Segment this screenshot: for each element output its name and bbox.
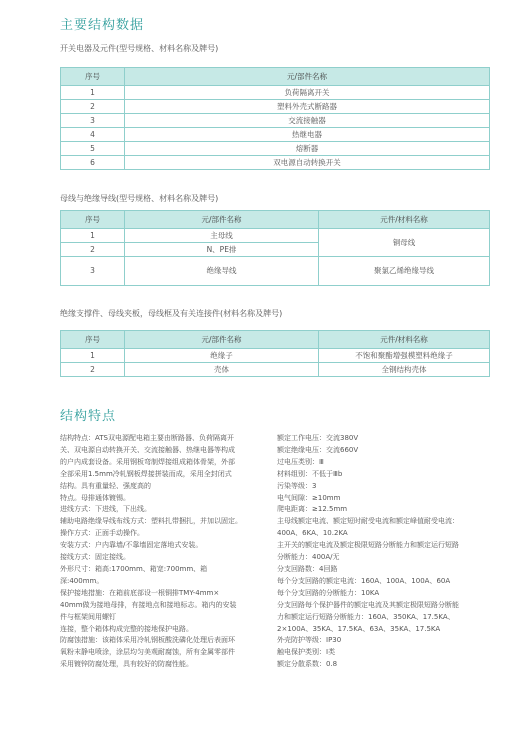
parameter-line: 每个分支回路的额定电流：160A、100A、100A、60A [277,576,451,585]
parameter-line: 400A、6KA、10.2KA [277,529,348,538]
row-number: 3 [61,257,125,286]
row-number: 2 [61,100,125,114]
row-number: 3 [61,114,125,128]
table2-header-name: 元/部件名称 [125,211,319,229]
table1-header-name: 元/部件名称 [125,68,490,86]
component-name: 绝缘子 [125,349,319,363]
table-row [61,363,490,377]
switchgear-table [60,67,490,170]
parameter-line: 分支回路数：4回路 [277,564,338,573]
row-number: 4 [61,128,125,142]
feature-line: 的户内成套设备。采用钢板弯制焊接组成箱体骨架，外部 [60,457,235,466]
table3-caption: 绝缘支撑件、母线夹板，母线框及有关连接件(材料名称及牌号) [60,309,283,318]
feature-line: 特点。母排通体镀锡。 [60,493,130,502]
feature-line: 保护接地措施：在箱前底部设一根铜排TMY-4mm× [60,588,220,597]
row-number: 6 [61,156,125,170]
table2-header-material: 元件/材料名称 [319,211,490,229]
section-title-structural-features: 结构特点 [60,409,117,424]
section-title-main-structure-data: 主要结构数据 [60,18,145,33]
parameter-line: 触电保护类别：Ⅰ类 [277,648,336,657]
feature-line: 关、双电源自动转换开关、交流接触器、热继电器等构成 [60,445,235,454]
feature-line: 接线方式：固定接线。 [60,553,130,562]
table1-caption: 开关电器及元件(型号规格、材料名称及牌号) [60,44,219,53]
parameter-line: 污染等级：3 [277,481,317,490]
feature-line: 40mm做为接地母排，有接地点和接地标志。箱内的安装 [60,600,237,609]
parameter-line: 电气间隙：≥10mm [277,493,341,502]
row-number: 1 [61,86,125,100]
table3-header-material: 元件/材料名称 [319,331,490,349]
feature-line: 进线方式：下进线，下出线。 [60,505,151,514]
component-name: 交流接触器 [125,114,490,128]
row-number: 5 [61,142,125,156]
row-number: 1 [61,349,125,363]
parameter-line: 爬电距离：≥12.5mm [277,505,348,514]
table1-header-no: 序号 [61,68,125,86]
parameter-line: 额定分散系数：0.8 [277,660,338,669]
table-row [61,257,490,286]
table-row [61,349,490,363]
structural-features-text [60,433,272,671]
feature-line: 氧粉末静电喷涂，涂层均匀美观耐腐蚀，所有金属零部件 [60,648,235,657]
component-name: 双电源自动转换开关 [125,156,490,170]
parameter-line: 力和额定运行短路分断能力：160A、350KA、17.5KA、 [277,612,455,621]
material-name: 铜母线 [319,229,490,257]
row-number: 2 [61,363,125,377]
feature-line: 安装方式：户内靠墙/不靠墙固定落地式安装。 [60,541,203,550]
table-row [61,100,490,114]
feature-line: 全部采用1.5mm冷轧钢板焊接拼装而成，采用全封闭式 [60,469,232,478]
parameter-line: 额定绝缘电压：交流660V [277,445,359,454]
table3-header-no: 序号 [61,331,125,349]
row-number: 1 [61,229,125,243]
material-name: 聚氯乙烯绝缘导线 [319,257,490,286]
feature-line: 外形尺寸：箱高:1700mm、箱宽:700mm、箱 [60,564,208,573]
table2-header-no: 序号 [61,211,125,229]
table-row [61,86,490,100]
table3-header-name: 元/部件名称 [125,331,319,349]
parameter-line: 每个分支回路的分断能力：10KA [277,588,380,597]
feature-line: 深:400mm。 [60,576,104,585]
material-name: 不饱和聚酯增强模塑料绝缘子 [319,349,490,363]
technical-parameters-text [277,433,499,671]
feature-line: 件与框架间用螺钉 [60,612,116,621]
parameter-line: 主母线额定电流、额定短时耐受电流和额定峰值耐受电流： [277,517,459,526]
component-name: 壳体 [125,363,319,377]
feature-line: 防腐蚀措施：该箱体采用冷轧钢板酸洗磷化处理后表面环 [60,636,235,645]
parameter-line: 2×100A、35KA、17.5KA、63A、35KA、17.5KA [277,624,441,633]
busbar-wire-table [60,210,490,286]
component-name: N、PE排 [125,243,319,257]
table-row [61,142,490,156]
parameter-line: 分支回路每个保护器件的额定电流及其额定极限短路分断能 [277,600,459,609]
component-name: 热继电器 [125,128,490,142]
table-row [61,128,490,142]
table2-caption: 母线与绝缘导线(型号规格、材料名称及牌号) [60,194,219,203]
component-name: 熔断器 [125,142,490,156]
parameter-line: 过电压类别：Ⅲ [277,457,324,466]
feature-line: 连接，整个箱体构成完整的接地保护电路。 [60,624,193,633]
feature-line: 采用镀锌防腐处理，具有较好的防腐性能。 [60,660,193,669]
component-name: 负荷隔离开关 [125,86,490,100]
feature-line: 结构特点：ATS双电源配电箱主要由断路器、负荷隔离开 [60,434,234,442]
feature-line: 操作方式：正面手动操作。 [60,529,144,538]
parameter-line: 主开关的额定电流及额定极限短路分断能力和额定运行短路 [277,541,459,550]
feature-line: 辅助电路绝缘导线布线方式：塑料扎带捆扎，并加以固定。 [60,517,242,526]
insulation-support-table [60,330,490,377]
parameter-line: 分断能力：400A/无 [277,553,340,562]
parameter-line: 额定工作电压：交流380V [277,434,359,442]
component-name: 塑料外壳式断路器 [125,100,490,114]
table-row [61,156,490,170]
parameter-line: 材料组别：不低于Ⅲb [277,469,343,478]
parameter-line: 外壳防护等级：IP30 [277,636,342,645]
row-number: 2 [61,243,125,257]
feature-line: 结构。具有重量轻、强度高的 [60,481,151,490]
table-row [61,229,490,243]
component-name: 主母线 [125,229,319,243]
component-name: 绝缘导线 [125,257,319,286]
material-name: 全钢结构壳体 [319,363,490,377]
table-row [61,114,490,128]
